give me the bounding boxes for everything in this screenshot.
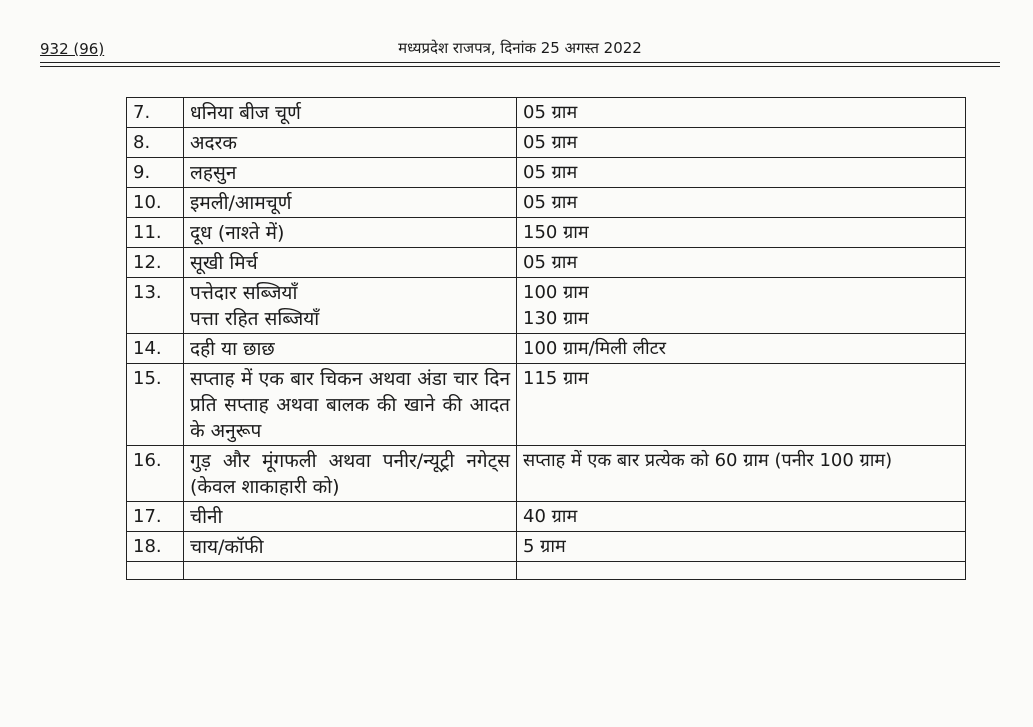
item-name: गुड़ और मूंगफली अथवा पनीर/न्यूट्री नगेट्स (केवल शाकाहारी को)	[184, 446, 517, 502]
serial-number: 14.	[127, 334, 184, 364]
table-row	[127, 98, 966, 128]
item-name: दूध (नाश्ते में)	[184, 218, 517, 248]
item-quantity: 05 ग्राम	[517, 158, 966, 188]
serial-number: 17.	[127, 502, 184, 532]
item-quantity: 5 ग्राम	[517, 532, 966, 562]
item-quantity: 05 ग्राम	[517, 128, 966, 158]
page-header	[40, 34, 1000, 70]
item-name: इमली/आमचूर्ण	[184, 188, 517, 218]
item-name: सूखी मिर्च	[184, 248, 517, 278]
item-name: अदरक	[184, 128, 517, 158]
header-rule-second	[40, 66, 1000, 67]
item-name: चीनी	[184, 502, 517, 532]
table-row	[127, 128, 966, 158]
item-name: पत्तेदार सब्जियाँ पत्ता रहित सब्जियाँ	[184, 278, 517, 334]
table-row	[127, 502, 966, 532]
table-row	[127, 532, 966, 562]
item-quantity: 150 ग्राम	[517, 218, 966, 248]
item-quantity: 100 ग्राम 130 ग्राम	[517, 278, 966, 334]
item-quantity: 05 ग्राम	[517, 98, 966, 128]
gazette-title: मध्यप्रदेश राजपत्र, दिनांक 25 अगस्त 2022	[398, 39, 642, 57]
item-name: धनिया बीज चूर्ण	[184, 98, 517, 128]
header-rule	[40, 62, 1000, 63]
serial-number: 13.	[127, 278, 184, 334]
item-quantity-continued	[517, 562, 966, 580]
item-name: दही या छाछ	[184, 334, 517, 364]
page-number: 932 (96)	[40, 40, 105, 58]
ration-table	[126, 97, 966, 580]
serial-number: 18.	[127, 532, 184, 562]
item-quantity: 115 ग्राम	[517, 364, 966, 446]
item-name-continued	[184, 562, 517, 580]
serial-number: 12.	[127, 248, 184, 278]
table-row	[127, 364, 966, 446]
item-quantity: 05 ग्राम	[517, 248, 966, 278]
item-quantity: 100 ग्राम/मिली लीटर	[517, 334, 966, 364]
serial-number-continued	[127, 562, 184, 580]
table-row	[127, 248, 966, 278]
item-quantity: 05 ग्राम	[517, 188, 966, 218]
serial-number: 7.	[127, 98, 184, 128]
serial-number: 15.	[127, 364, 184, 446]
table-row	[127, 278, 966, 334]
serial-number: 11.	[127, 218, 184, 248]
table-row	[127, 218, 966, 248]
serial-number: 16.	[127, 446, 184, 502]
table-row	[127, 446, 966, 502]
table-row	[127, 188, 966, 218]
serial-number: 8.	[127, 128, 184, 158]
item-name: सप्ताह में एक बार चिकन अथवा अंडा चार दिन प्रति सप्ताह अथवा बालक की खाने की आदत के अनुरूप	[184, 364, 517, 446]
serial-number: 9.	[127, 158, 184, 188]
item-name: चाय/कॉफी	[184, 532, 517, 562]
item-quantity: सप्ताह में एक बार प्रत्येक को 60 ग्राम (पनीर 100 ग्राम)	[517, 446, 966, 502]
item-quantity: 40 ग्राम	[517, 502, 966, 532]
serial-number: 10.	[127, 188, 184, 218]
table-row	[127, 334, 966, 364]
table-row	[127, 158, 966, 188]
item-name: लहसुन	[184, 158, 517, 188]
table-row-continuation	[127, 562, 966, 580]
